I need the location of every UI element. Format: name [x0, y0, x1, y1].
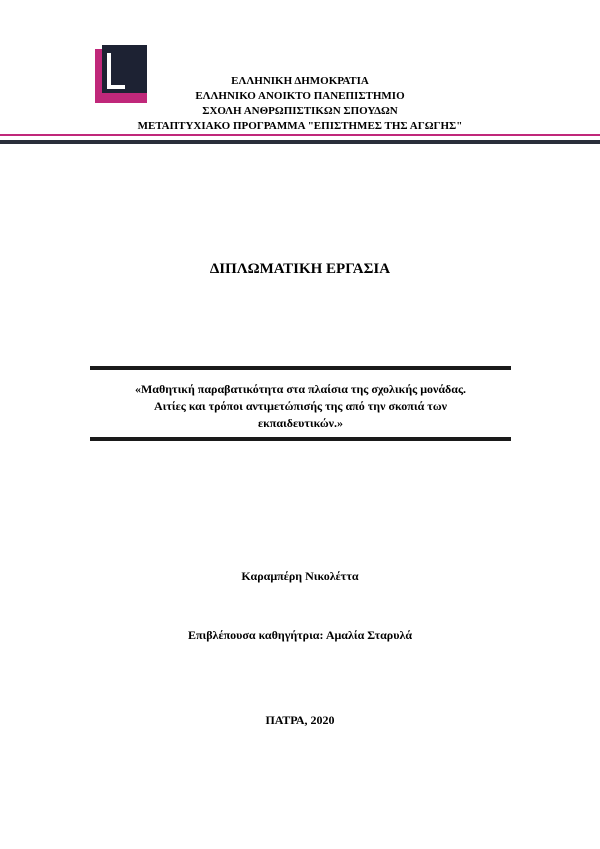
thesis-topic [90, 381, 511, 432]
topic-line: Αιτίες και τρόποι αντιμετώπισής της από την σκοπιά των [154, 399, 447, 413]
author-name: Καραμπέρη Νικολέττα [241, 569, 359, 583]
header-line-program: ΜΕΤΑΠΤΥΧΙΑΚΟ ΠΡΟΓΡΑΜΜΑ "ΕΠΙΣΤΗΜΕΣ ΤΗΣ ΑΓΩΓΗΣ" [137, 120, 463, 132]
header-line-school: ΣΧΟΛΗ ΑΝΘΡΩΠΙΣΤΙΚΩΝ ΣΠΟΥΔΩΝ [202, 105, 398, 117]
header-divider-pink [0, 134, 600, 136]
topic-rule-bottom [90, 437, 511, 441]
header-line-university: ΕΛΛΗΝΙΚΟ ΑΝΟΙΚΤΟ ΠΑΝΕΠΙΣΤΗΜΙΟ [195, 90, 405, 102]
topic-rule-top [90, 366, 511, 370]
header-divider-dark [0, 140, 600, 144]
document-type-title: ΔΙΠΛΩΜΑΤΙΚΗ ΕΡΓΑΣΙΑ [209, 261, 391, 277]
header-line-republic: ΕΛΛΗΝΙΚΗ ΔΗΜΟΚΡΑΤΙΑ [231, 75, 369, 87]
topic-line: «Μαθητική παραβατικότητα στα πλαίσια της σχολικής μονάδας. [134, 382, 467, 396]
supervisor-line: Επιβλέπουσα καθηγήτρια: Αμαλία Σταρυλά [187, 628, 413, 642]
topic-line: εκπαιδευτικών.» [257, 416, 344, 430]
institution-header [0, 74, 600, 134]
place-date: ΠΑΤΡΑ, 2020 [265, 713, 335, 727]
